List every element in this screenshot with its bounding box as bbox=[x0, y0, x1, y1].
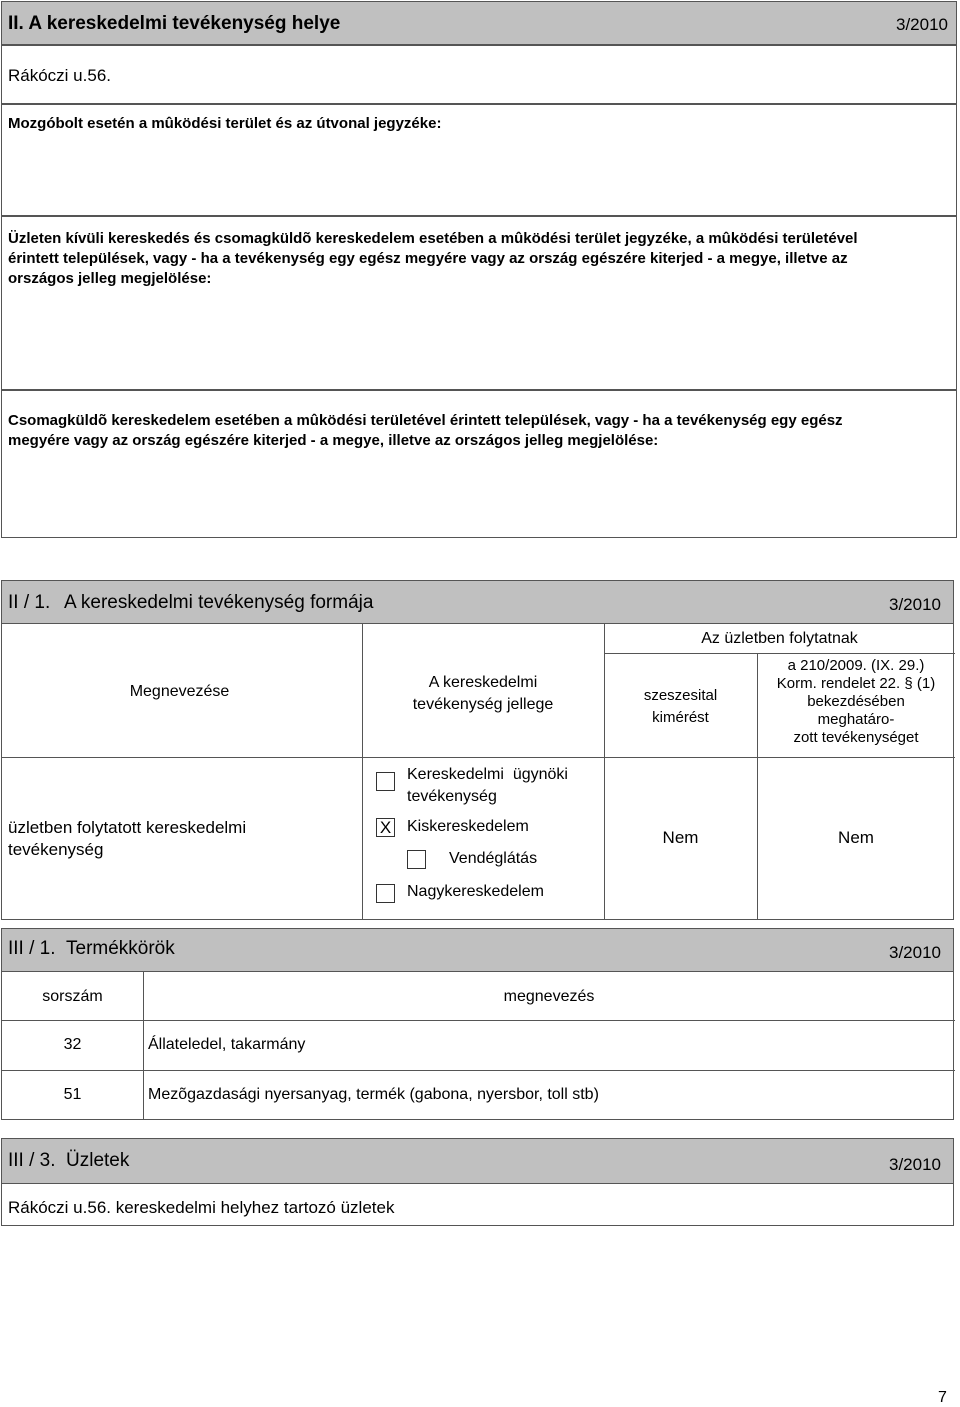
row-name-line2: tevékenység bbox=[8, 840, 104, 859]
product-row-1-number: 32 bbox=[63, 1036, 82, 1053]
product-row-1-name: Állateledel, takarmány bbox=[148, 1036, 306, 1053]
product-row-2-name: Mezõgazdasági nyersanyag, termék (gabona, nyersbor, toll stb) bbox=[148, 1086, 599, 1103]
section-2-1-header bbox=[1, 580, 954, 624]
row-name bbox=[8, 817, 246, 861]
column-header-alcohol bbox=[604, 685, 757, 729]
mail-order-box bbox=[1, 390, 957, 538]
row-name-line1: üzletben folytatott kereskedelmi bbox=[8, 818, 247, 837]
column-header-alcohol-line2: kimérést bbox=[652, 709, 709, 726]
option-catering-label: Vendéglátás bbox=[449, 850, 538, 867]
column-header-decree-line4: meghatáro- bbox=[817, 711, 895, 728]
section-3-1-title: Termékkörök bbox=[66, 938, 175, 959]
address-text: Rákóczi u.56. bbox=[8, 66, 111, 85]
address-box bbox=[1, 45, 957, 104]
section-2-1-prefix: II / 1. bbox=[8, 592, 51, 613]
option-agent-label bbox=[407, 764, 568, 808]
section-2-code: 3/2010 bbox=[896, 15, 948, 34]
section-3-1-code: 3/2010 bbox=[889, 943, 941, 962]
column-header-decree bbox=[757, 657, 955, 747]
column-header-nature-line2: tevékenység jellege bbox=[412, 696, 554, 713]
section-3-3-header bbox=[1, 1138, 954, 1184]
checkbox-agent[interactable] bbox=[376, 772, 395, 791]
product-table bbox=[1, 972, 954, 1120]
section-2-1-code: 3/2010 bbox=[889, 595, 941, 614]
section-3-1-prefix: III / 1. bbox=[8, 938, 56, 959]
option-wholesale-label: Nagykereskedelem bbox=[407, 883, 544, 900]
section-3-3-title: Üzletek bbox=[66, 1150, 130, 1171]
column-header-alcohol-line1: szeszesital bbox=[643, 687, 718, 704]
option-agent-label-line2: tevékenység bbox=[407, 788, 497, 805]
page-number: 7 bbox=[938, 1389, 947, 1406]
outside-trade-label: Üzleten kívüli kereskedés és csomagküldõ kereskedelem esetében a mûködési terület jegyzéke, a mûködési területével érintett települések, vagy - ha a tevékenység egy egész megyére vagy az ország egészére kiterjed - a megye, illetve az országos jelleg megjelölése: bbox=[8, 230, 858, 287]
section-2-title: II. A kereskedelmi tevékenység helye bbox=[8, 13, 341, 34]
decree-value: Nem bbox=[838, 828, 874, 847]
checkbox-retail[interactable]: X bbox=[376, 818, 395, 837]
section-3-3-prefix: III / 3. bbox=[8, 1150, 56, 1171]
section-2-1-title: A kereskedelmi tevékenység formája bbox=[64, 592, 374, 613]
column-header-decree-line2: Korm. rendelet 22. § (1) bbox=[776, 675, 936, 692]
column-header-product-name: megnevezés bbox=[503, 988, 595, 1005]
option-agent-label-line1: Kereskedelmi ügynöki bbox=[407, 766, 568, 783]
column-header-nature-line1: A kereskedelmi bbox=[428, 674, 538, 691]
column-header-number: sorszám bbox=[42, 988, 103, 1005]
column-header-decree-line3: bekezdésében bbox=[807, 693, 905, 710]
column-header-name: Megnevezése bbox=[129, 683, 230, 700]
option-retail-label: Kiskereskedelem bbox=[407, 818, 529, 835]
alcohol-value: Nem bbox=[662, 828, 699, 847]
checkbox-catering[interactable] bbox=[407, 850, 426, 869]
mail-order-label: Csomagküldõ kereskedelem esetében a mûködési területével érintett települések, vagy - ha a tevékenység egy egész megyére vagy az ország egészére kiterjed - a megye, illetve az országos jelleg megjelölése: bbox=[8, 412, 843, 449]
section-3-3-code: 3/2010 bbox=[889, 1155, 941, 1174]
product-row-2-number: 51 bbox=[63, 1086, 82, 1103]
column-header-decree-line5: zott tevékenységet bbox=[793, 729, 919, 746]
section-2-header bbox=[1, 1, 957, 45]
column-header-decree-line1: a 210/2009. (IX. 29.) bbox=[787, 657, 925, 674]
checkbox-wholesale[interactable] bbox=[376, 884, 395, 903]
outside-trade-box bbox=[1, 216, 957, 390]
activity-form-table bbox=[1, 624, 954, 920]
shops-text: Rákóczi u.56. kereskedelmi helyhez tartozó üzletek bbox=[8, 1198, 395, 1217]
section-3-1-header bbox=[1, 928, 954, 972]
shops-box bbox=[1, 1184, 954, 1226]
column-header-nature bbox=[362, 672, 604, 716]
column-header-group: Az üzletben folytatnak bbox=[701, 630, 858, 647]
mobile-shop-box bbox=[1, 104, 957, 216]
mobile-shop-label: Mozgóbolt esetén a mûködési terület és az útvonal jegyzéke: bbox=[8, 115, 442, 132]
